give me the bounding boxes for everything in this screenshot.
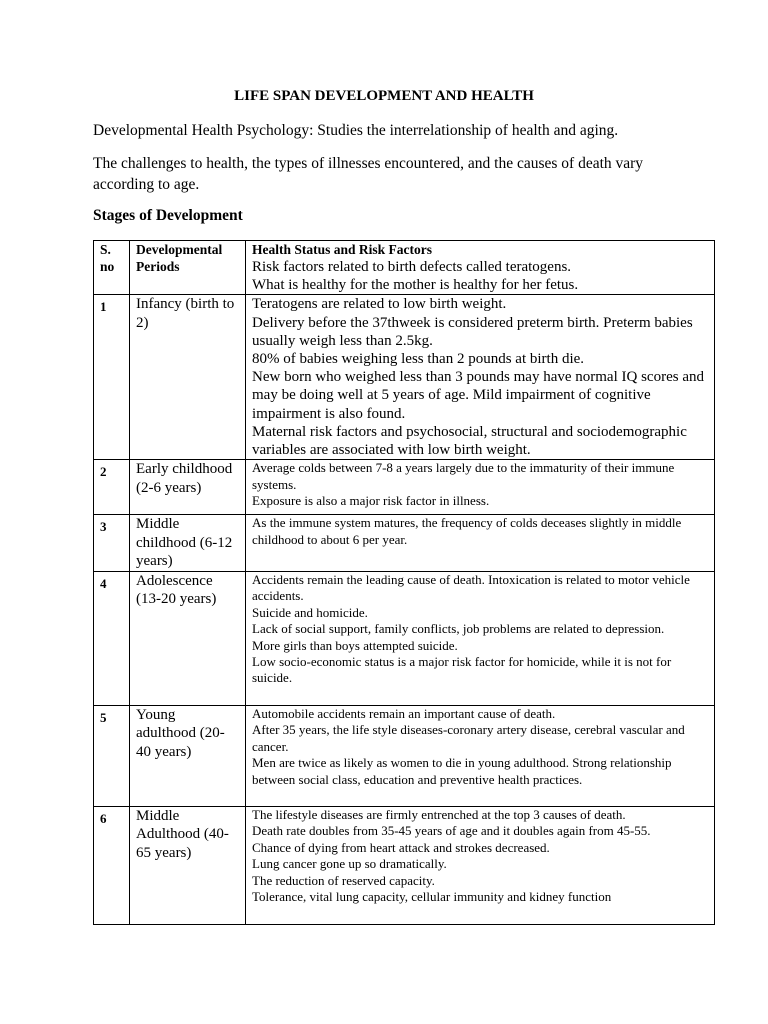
health-line: Automobile accidents remain an important cause of death.	[252, 705, 556, 721]
row-sno: 2	[94, 460, 130, 515]
header-line: Risk factors related to birth defects called teratogens.	[252, 259, 572, 275]
health-line: Teratogens are related to low birth weight.	[252, 296, 507, 313]
health-line: Men are twice as likely as women to die in young adulthood. Strong relationship between social class, education and preventive health practices.	[252, 755, 672, 787]
health-line: Tolerance, vital lung capacity, cellular immunity and kidney function	[252, 888, 612, 904]
health-line: 80% of babies weighing less than 2 pounds at birth die.	[252, 351, 585, 368]
challenges-paragraph: The challenges to health, the types of illnesses encountered, and the causes of death vary according to age.	[93, 155, 644, 193]
table-row	[94, 806, 715, 924]
health-line: Lack of social support, family conflicts, job problems are related to depression.	[252, 621, 665, 637]
section-title: Stages of Development	[93, 207, 243, 224]
stages-table	[93, 240, 715, 925]
document-title: LIFE SPAN DEVELOPMENT AND HEALTH	[234, 88, 534, 104]
health-line: After 35 years, the life style diseases-coronary artery disease, cerebral vascular and cancer.	[252, 722, 685, 754]
health-line: Death rate doubles from 35-45 years of age and it doubles again from 45-55.	[252, 823, 651, 839]
row-period: Adolescence (13-20 years)	[130, 571, 246, 705]
health-line: New born who weighed less than 3 pounds may have normal IQ scores and may be doing well at 5 years of age. Mild impairment of cognitive impairment is also found.	[252, 369, 704, 422]
row-health	[246, 460, 715, 515]
health-line: Low socio-economic status is a major risk factor for homicide, while it is not for suicide.	[252, 653, 672, 686]
row-sno: 1	[94, 295, 130, 460]
health-line: Lung cancer gone up so dramatically.	[252, 856, 447, 872]
table-row	[94, 515, 715, 572]
table-row	[94, 460, 715, 515]
health-line: Suicide and homicide.	[252, 604, 368, 620]
header-health	[246, 241, 715, 295]
row-health	[246, 705, 715, 806]
header-sno: S. no	[94, 241, 130, 295]
row-sno: 5	[94, 705, 130, 806]
health-line: The reduction of reserved capacity.	[252, 872, 435, 888]
header-line: What is healthy for the mother is healthy for her fetus.	[252, 277, 579, 294]
table-row	[94, 705, 715, 806]
health-line: Accidents remain the leading cause of death. Intoxication is related to motor vehicle accidents.	[252, 571, 690, 604]
table-header-row	[94, 241, 715, 295]
row-health	[246, 515, 715, 572]
health-line: The lifestyle diseases are firmly entrenched at the top 3 causes of death.	[252, 806, 626, 822]
health-line: Maternal risk factors and psychosocial, structural and sociodemographic variables are associated with low birth weight.	[252, 423, 687, 459]
health-line: Average colds between 7-8 a years largely due to the immaturity of their immune systems.	[252, 460, 675, 492]
health-line: Exposure is also a major risk factor in illness.	[252, 493, 490, 509]
row-sno: 3	[94, 515, 130, 572]
row-period: Young adulthood (20-40 years)	[130, 705, 246, 806]
header-health-label: Health Status and Risk Factors	[252, 242, 433, 257]
row-period: Middle childhood (6-12 years)	[130, 515, 246, 572]
row-period: Early childhood (2-6 years)	[130, 460, 246, 515]
health-line: Delivery before the 37thweek is considered preterm birth. Preterm babies usually weigh less than 2.5kg.	[252, 314, 693, 349]
health-line: More girls than boys attempted suicide.	[252, 637, 458, 653]
row-health	[246, 571, 715, 705]
row-sno: 6	[94, 806, 130, 924]
row-period: Middle Adulthood (40-65 years)	[130, 806, 246, 924]
row-sno: 4	[94, 571, 130, 705]
intro-paragraph: Developmental Health Psychology: Studies the interrelationship of health and aging.	[93, 122, 619, 139]
header-period: Developmental Periods	[130, 241, 246, 295]
health-line: As the immune system matures, the frequency of colds deceases slightly in middle childhood to about 6 per year.	[252, 515, 682, 547]
row-period: Infancy (birth to 2)	[130, 295, 246, 460]
table-row	[94, 571, 715, 705]
row-health	[246, 806, 715, 924]
table-row	[94, 295, 715, 460]
row-health	[246, 295, 715, 460]
health-line: Chance of dying from heart attack and strokes decreased.	[252, 839, 550, 855]
